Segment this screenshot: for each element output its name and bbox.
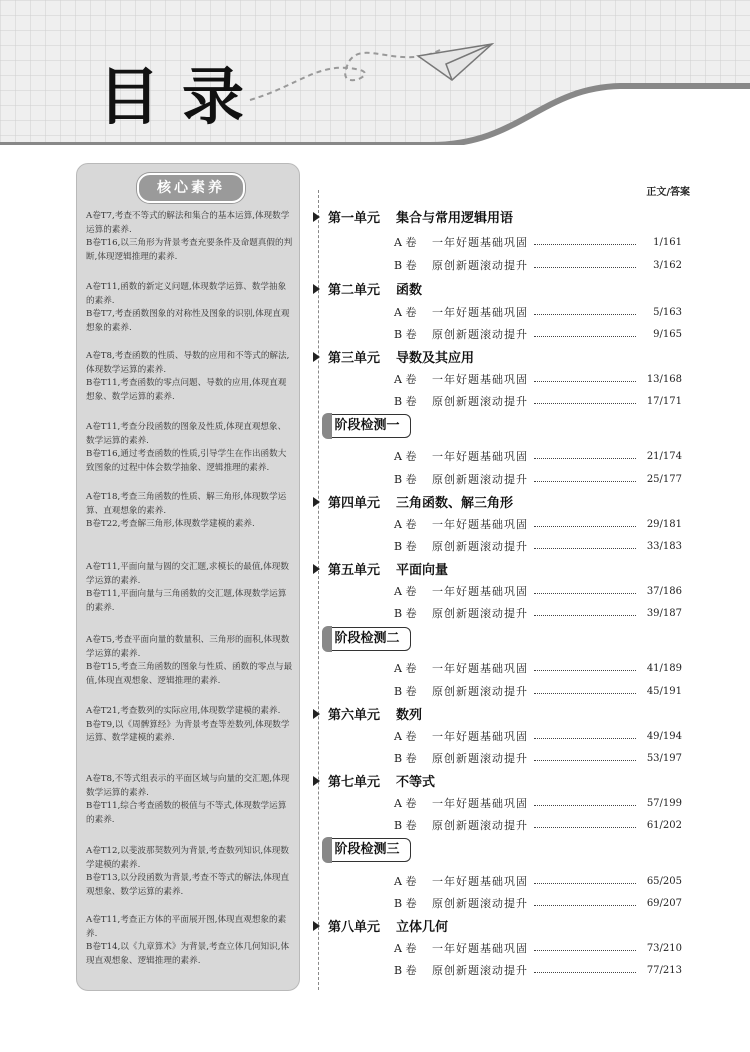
volume-label: B 卷 — [394, 964, 417, 977]
volume-label: A 卷 — [394, 373, 417, 386]
leader-dots — [534, 306, 636, 315]
toc-entry[interactable] — [394, 728, 682, 744]
unit-number: 第三单元 — [328, 351, 381, 366]
toc-entry[interactable] — [394, 940, 682, 956]
leader-dots — [534, 518, 636, 527]
literacy-note-5: A卷T18,考查三角函数的性质、解三角形,体现数学运算、直观想象的素养. B卷T22,考查解三角形,体现数学建模的素养. — [86, 492, 287, 530]
panel-heading: 核心素养 — [137, 173, 245, 203]
volume-label: A 卷 — [394, 875, 417, 888]
toc-entry[interactable] — [394, 895, 682, 911]
page-number: 5/163 — [653, 306, 682, 318]
leader-dots — [534, 897, 636, 906]
entry-title: 一年好题基础巩固 — [432, 450, 528, 463]
volume-label: A 卷 — [394, 797, 417, 810]
unit-title: 集合与常用逻辑用语 — [396, 211, 514, 226]
leader-dots — [534, 585, 636, 594]
entry-title: 一年好题基础巩固 — [432, 373, 528, 386]
volume-label: A 卷 — [394, 450, 417, 463]
triangle-marker-icon — [313, 776, 320, 786]
toc-entry[interactable] — [394, 393, 682, 409]
triangle-marker-icon — [313, 497, 320, 507]
unit-heading[interactable] — [313, 347, 474, 366]
entry-title: 原创新题滚动提升 — [432, 259, 528, 272]
page-number: 65/205 — [646, 875, 682, 887]
entry-title: 原创新题滚动提升 — [432, 964, 528, 977]
volume-label: A 卷 — [394, 662, 417, 675]
volume-label: B 卷 — [394, 328, 417, 341]
page-number: 77/213 — [646, 964, 682, 976]
page-number: 33/183 — [646, 540, 682, 552]
leader-dots — [534, 328, 636, 337]
unit-number: 第八单元 — [328, 920, 381, 935]
entry-title: 一年好题基础巩固 — [432, 942, 528, 955]
unit-number: 第五单元 — [328, 563, 381, 578]
page-title: 目录 — [98, 60, 267, 133]
literacy-note-9: A卷T8,不等式组表示的平面区域与向量的交汇题,体现数学运算的素养. B卷T11,综合考查函数的极值与不等式,体现数学运算的素养. — [86, 774, 290, 825]
page-number: 25/177 — [646, 473, 682, 485]
entry-title: 一年好题基础巩固 — [432, 797, 528, 810]
toc-entry[interactable] — [394, 583, 682, 599]
page-number: 39/187 — [646, 607, 682, 619]
entry-title: 原创新题滚动提升 — [432, 685, 528, 698]
entry-title: 原创新题滚动提升 — [432, 473, 528, 486]
stage-test-badge[interactable]: 阶段检测一 — [323, 414, 411, 438]
literacy-note-11: A卷T11,考查正方体的平面展开图,体现直观想象的素养. B卷T14,以《九章算术》为背景,考查立体几何知识,体现直观想象、逻辑推理的素养. — [86, 915, 290, 966]
page-number: 21/174 — [646, 450, 682, 462]
core-literacy-panel — [76, 163, 300, 991]
page-number: 1/161 — [653, 236, 682, 248]
entry-title: 一年好题基础巩固 — [432, 875, 528, 888]
triangle-marker-icon — [313, 709, 320, 719]
leader-dots — [534, 875, 636, 884]
leader-dots — [534, 373, 636, 382]
volume-label: A 卷 — [394, 306, 417, 319]
unit-heading[interactable] — [313, 279, 422, 298]
stage-test-badge[interactable]: 阶段检测二 — [323, 627, 411, 651]
leader-dots — [534, 236, 636, 245]
header-banner — [0, 0, 750, 145]
page-number: 57/199 — [646, 797, 682, 809]
volume-label: A 卷 — [394, 236, 417, 249]
entry-title: 原创新题滚动提升 — [432, 395, 528, 408]
volume-label: B 卷 — [394, 473, 417, 486]
leader-dots — [534, 607, 636, 616]
page-number: 37/186 — [646, 585, 682, 597]
entry-title: 原创新题滚动提升 — [432, 607, 528, 620]
page-number: 3/162 — [653, 259, 682, 271]
leader-dots — [534, 752, 636, 761]
triangle-marker-icon — [313, 212, 320, 222]
leader-dots — [534, 730, 636, 739]
page-number: 9/165 — [653, 328, 682, 340]
unit-title: 不等式 — [396, 775, 436, 790]
toc-entry[interactable] — [394, 234, 682, 250]
unit-heading[interactable] — [313, 207, 513, 226]
unit-title: 平面向量 — [396, 563, 449, 578]
volume-label: A 卷 — [394, 942, 417, 955]
entry-title: 原创新题滚动提升 — [432, 819, 528, 832]
volume-label: A 卷 — [394, 730, 417, 743]
literacy-note-6: A卷T11,平面向量与圆的交汇题,求模长的最值,体现数学运算的素养. B卷T11,平面向量与三角函数的交汇题,体现数学运算的素养. — [86, 562, 289, 613]
toc-entry[interactable] — [394, 962, 682, 978]
toc-entry[interactable] — [394, 257, 682, 273]
triangle-marker-icon — [313, 564, 320, 574]
toc-entry[interactable] — [394, 817, 682, 833]
entry-title: 一年好题基础巩固 — [432, 730, 528, 743]
column-note: 正文/答案 — [646, 187, 690, 198]
leader-dots — [534, 395, 636, 404]
dashed-divider — [318, 190, 319, 990]
toc-entry[interactable] — [394, 750, 682, 766]
leader-dots — [534, 819, 636, 828]
unit-title: 三角函数、解三角形 — [396, 496, 514, 511]
volume-label: B 卷 — [394, 259, 417, 272]
page-number: 29/181 — [646, 518, 682, 530]
leader-dots — [534, 942, 636, 951]
toc-entry[interactable] — [394, 660, 682, 676]
triangle-marker-icon — [313, 284, 320, 294]
entry-title: 原创新题滚动提升 — [432, 540, 528, 553]
page-number: 41/189 — [646, 662, 682, 674]
volume-label: B 卷 — [394, 752, 417, 765]
volume-label: B 卷 — [394, 685, 417, 698]
leader-dots — [534, 473, 636, 482]
volume-label: B 卷 — [394, 897, 417, 910]
page-number: 13/168 — [646, 373, 682, 385]
volume-label: A 卷 — [394, 518, 417, 531]
leader-dots — [534, 450, 636, 459]
toc-entry[interactable] — [394, 371, 682, 387]
leader-dots — [534, 662, 636, 671]
literacy-note-1: A卷T7,考查不等式的解法和集合的基本运算,体现数学运算的素养. B卷T16,以三角形为背景考查充要条件及命题真假的判断,体现逻辑推理的素养. — [86, 211, 293, 262]
unit-number: 第六单元 — [328, 708, 381, 723]
unit-heading[interactable] — [313, 916, 448, 935]
volume-label: B 卷 — [394, 607, 417, 620]
page-number: 61/202 — [646, 819, 682, 831]
volume-label: B 卷 — [394, 395, 417, 408]
literacy-note-2: A卷T11,函数的新定义问题,体现数学运算、数学抽象的素养. B卷T7,考查函数图象的对称性及图象的识别,体现直观想象的素养. — [86, 282, 290, 333]
triangle-marker-icon — [313, 352, 320, 362]
entry-title: 一年好题基础巩固 — [432, 306, 528, 319]
page-number: 69/207 — [646, 897, 682, 909]
toc-entry[interactable] — [394, 605, 682, 621]
entry-title: 原创新题滚动提升 — [432, 328, 528, 341]
toc-entry[interactable] — [394, 448, 682, 464]
toc-entry[interactable] — [394, 326, 682, 342]
unit-heading[interactable] — [313, 559, 448, 578]
unit-heading[interactable] — [313, 492, 513, 511]
unit-title: 立体几何 — [396, 920, 449, 935]
toc-entry[interactable] — [394, 516, 682, 532]
unit-title: 函数 — [396, 283, 423, 298]
toc-entry[interactable] — [394, 873, 682, 889]
toc-entry[interactable] — [394, 304, 682, 320]
triangle-marker-icon — [313, 921, 320, 931]
page-number: 17/171 — [646, 395, 682, 407]
leader-dots — [534, 797, 636, 806]
leader-dots — [534, 259, 636, 268]
entry-title: 原创新题滚动提升 — [432, 752, 528, 765]
literacy-note-7: A卷T5,考查平面向量的数量积、三角形的面积,体现数学运算的素养. B卷T15,考查三角函数的图象与性质、函数的零点与最值,体现直观想象、逻辑推理的素养. — [86, 635, 293, 686]
leader-dots — [534, 685, 636, 694]
unit-number: 第四单元 — [328, 496, 381, 511]
page-number: 49/194 — [646, 730, 682, 742]
volume-label: B 卷 — [394, 819, 417, 832]
leader-dots — [534, 540, 636, 549]
toc-entry[interactable] — [394, 538, 682, 554]
literacy-note-3: A卷T8,考查函数的性质、导数的应用和不等式的解法,体现数学运算的素养. B卷T11,考查函数的零点问题、导数的应用,体现直观想象、数学运算的素养. — [86, 351, 290, 402]
volume-label: B 卷 — [394, 540, 417, 553]
literacy-note-10: A卷T12,以斐波那契数列为背景,考查数列知识,体现数学建模的素养. B卷T13,以分段函数为背景,考查不等式的解法,体现直观想象、数学运算的素养. — [86, 846, 290, 897]
toc-entry[interactable] — [394, 795, 682, 811]
entry-title: 原创新题滚动提升 — [432, 897, 528, 910]
entry-title: 一年好题基础巩固 — [432, 236, 528, 249]
unit-title: 导数及其应用 — [396, 351, 475, 366]
unit-number: 第一单元 — [328, 211, 381, 226]
entry-title: 一年好题基础巩固 — [432, 518, 528, 531]
literacy-note-8: A卷T21,考查数列的实际应用,体现数学建模的素养. B卷T9,以《周髀算经》为背景考查等差数列,体现数学运算、数学建模的素养. — [86, 706, 290, 744]
page-number: 53/197 — [646, 752, 682, 764]
unit-number: 第七单元 — [328, 775, 381, 790]
literacy-note-4: A卷T11,考查分段函数的图象及性质,体现直观想象、数学运算的素养. B卷T16,通过考查函数的性质,引导学生在作出函数大致图象的过程中体会数学抽象、逻辑推理的素养. — [86, 422, 287, 473]
unit-title: 数列 — [396, 708, 423, 723]
stage-test-badge[interactable]: 阶段检测三 — [323, 838, 411, 862]
toc-entry[interactable] — [394, 471, 682, 487]
page-number: 45/191 — [646, 685, 682, 697]
leader-dots — [534, 964, 636, 973]
entry-title: 一年好题基础巩固 — [432, 662, 528, 675]
unit-number: 第二单元 — [328, 283, 381, 298]
volume-label: A 卷 — [394, 585, 417, 598]
unit-heading[interactable] — [313, 771, 435, 790]
entry-title: 一年好题基础巩固 — [432, 585, 528, 598]
toc-entry[interactable] — [394, 683, 682, 699]
page-number: 73/210 — [646, 942, 682, 954]
unit-heading[interactable] — [313, 704, 422, 723]
